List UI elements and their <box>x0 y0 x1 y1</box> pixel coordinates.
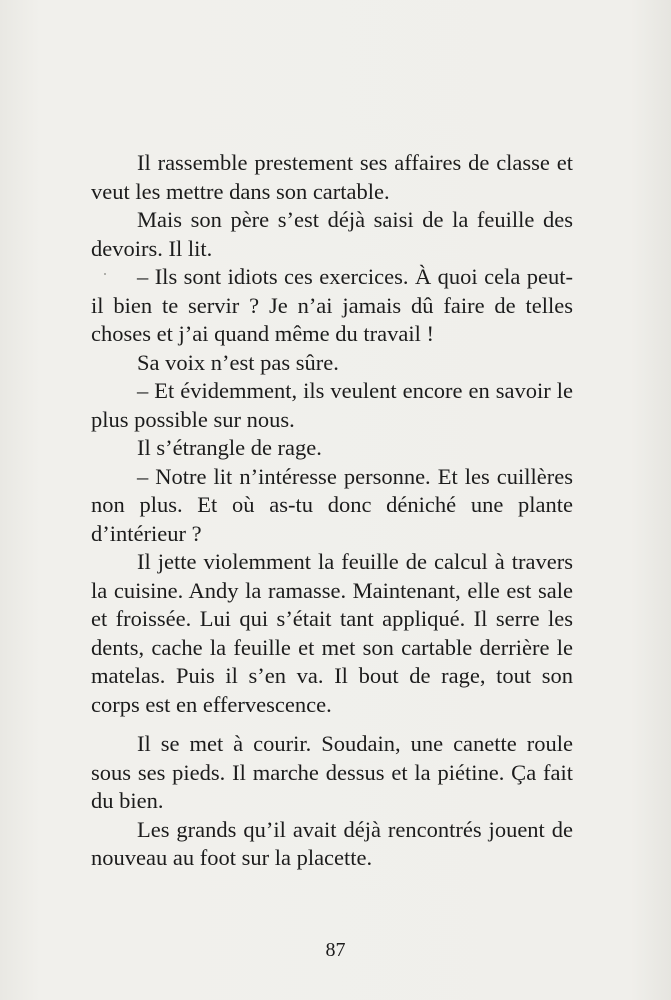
paragraph: Il se met à courir. Soudain, une canette roule sous ses pieds. Il marche dessus et la piétine. Ça fait du bien. <box>91 731 573 813</box>
paragraph: Il s’étrangle de rage. <box>137 435 322 460</box>
paragraph: Mais son père s’est déjà saisi de la feuille des devoirs. Il lit. <box>91 207 573 261</box>
paragraph: Sa voix n’est pas sûre. <box>137 349 339 375</box>
dialogue-paragraph: – Notre lit n’intéresse personne. Et les cuillères non plus. Et où as-tu donc déniché une plante d’intérieur ? <box>91 463 573 546</box>
page-number: 87 <box>325 939 346 961</box>
paragraph: Il jette violemment la feuille de calcul à travers la cuisine. Andy la ramasse. Maintenant, elle est sale et froissée. Lui qui s’était tant appliqué. Il serre les dents, cache la feuille et met son cartable derrière le matelas. Puis il s’en va. Il bout de rage, tout son corps est en effervescence. <box>91 549 573 717</box>
dialogue-paragraph: – Ils sont idiots ces exercices. À quoi cela peut-il bien te servir ? Je n’ai jamais dû faire de telles choses et j’ai quand même du travail ! <box>91 264 573 346</box>
text-section-1 <box>91 149 573 719</box>
paragraph: Les grands qu’il avait déjà rencontrés jouent de nouveau au foot sur la placette. <box>91 816 573 870</box>
text-section-2 <box>91 730 573 873</box>
dialogue-paragraph: – Et évidemment, ils veulent encore en savoir le plus possible sur nous. <box>91 378 573 432</box>
paragraph: Il rassemble prestement ses affaires de classe et veut les mettre dans son cartable. <box>91 150 573 204</box>
